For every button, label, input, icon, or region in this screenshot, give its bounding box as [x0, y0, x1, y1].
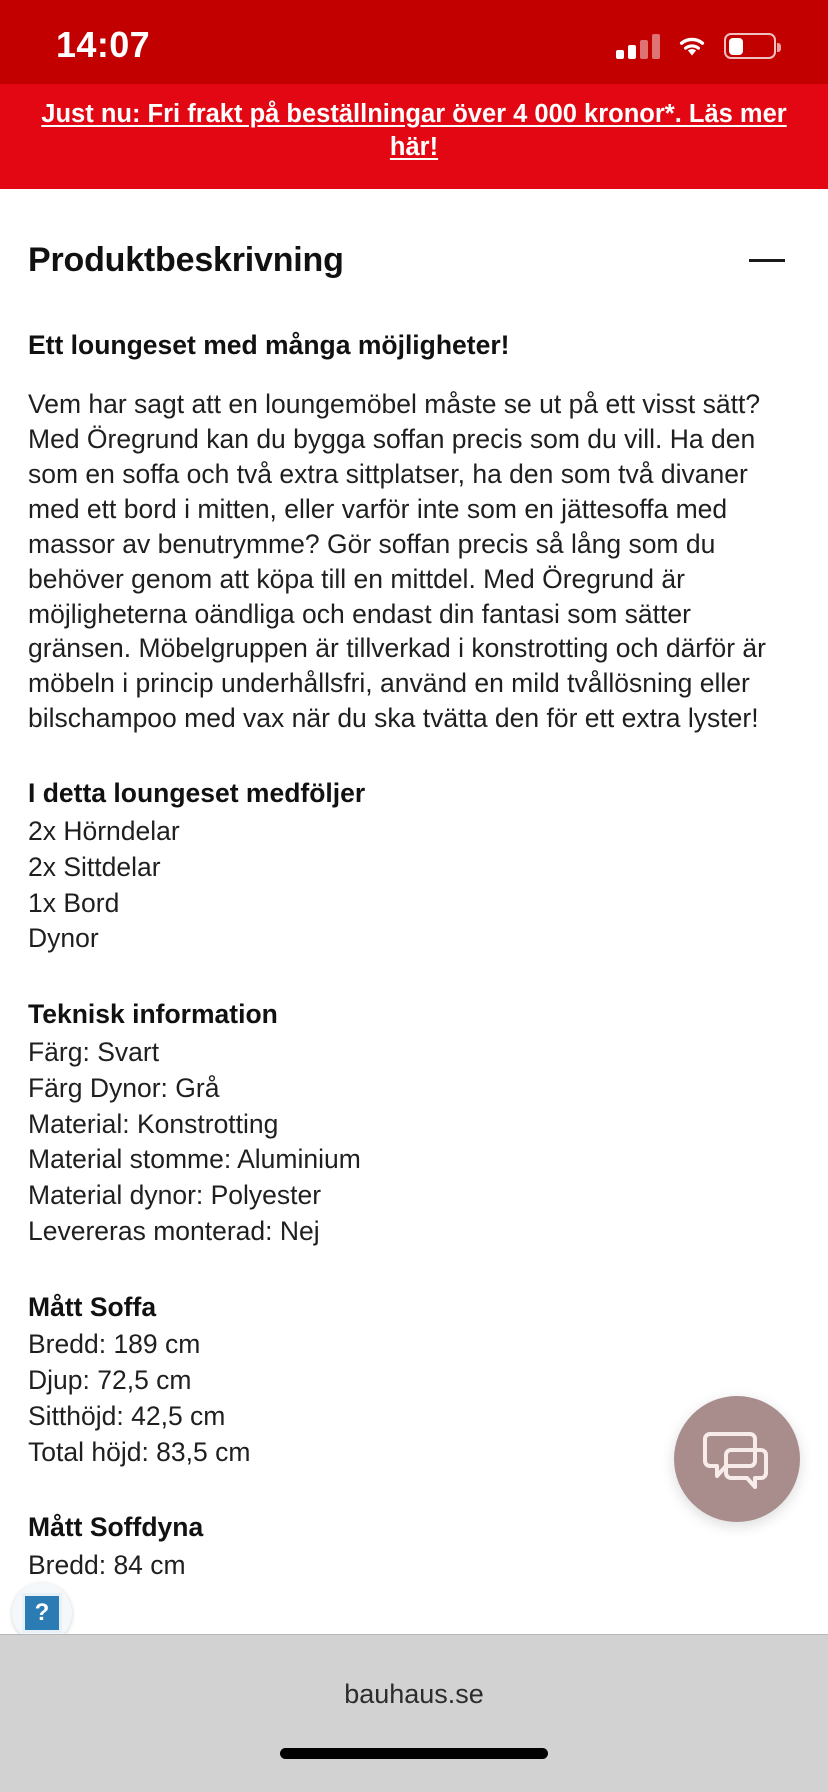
sofa-measurements-line: Bredd: 189 cm [28, 1329, 201, 1360]
sofa-measurements-line: Djup: 72,5 cm [28, 1365, 192, 1396]
includes-title: I detta loungeset medföljer [28, 778, 366, 809]
product-description-panel [0, 189, 828, 1634]
description-heading: Ett loungeset med många möjligheter! [28, 330, 510, 361]
home-indicator[interactable] [280, 1748, 548, 1759]
status-bar-time: 14:07 [56, 24, 151, 65]
question-mark-icon: ? [22, 1593, 62, 1633]
technical-line: Färg: Svart [28, 1036, 160, 1067]
page-title: Produktbeskrivning [28, 241, 344, 280]
sofa-measurements-line: Sitthöjd: 42,5 cm [28, 1400, 226, 1431]
technical-line: Material stomme: Aluminium [28, 1144, 361, 1175]
url-label[interactable]: bauhaus.se [344, 1679, 484, 1709]
technical-line: Material: Konstrotting [28, 1108, 279, 1139]
technical-group [28, 997, 800, 1249]
status-bar [0, 0, 828, 84]
technical-title: Teknisk information [28, 999, 278, 1030]
cellular-signal-icon [616, 33, 660, 59]
chat-widget-button[interactable] [674, 1396, 800, 1522]
includes-line: Dynor [28, 923, 99, 954]
browser-bottom-bar [0, 1634, 828, 1792]
help-badge[interactable] [12, 1583, 72, 1634]
sofa-measurements-line: Total höjd: 83,5 cm [28, 1436, 251, 1467]
includes-group [28, 776, 800, 957]
cushion-measurements-group [28, 1510, 800, 1584]
chat-bubbles-icon [701, 1426, 773, 1492]
minus-icon[interactable] [744, 246, 790, 276]
section-header[interactable] [28, 189, 800, 280]
includes-line: 1x Bord [28, 887, 120, 918]
description-paragraph: Vem har sagt att en loungemöbel måste se ut på ett visst sätt? Med Öregrund kan du bygga soffan precis som du vill. Ha den som en soffa och två extra sittplatser, ha den som två divaner med ett bord i mitten, eller varför inte som en jättesoffa med massor av benutrymme? Gör soffan precis så lång som du behöver genom att köpa till en mittdel. Med Öregrund är möjligheterna oändliga och endast din fantasi som sätter gränsen. Möbelgruppen är tillverkad i konstrotting och därför är möbeln i princip underhållsfri, använd en mild tvållösning eller bilschampoo med vax när du ska tvätta den för ett extra lyster! [28, 388, 766, 734]
battery-icon [724, 33, 776, 59]
promo-banner[interactable] [0, 84, 828, 189]
cushion-measurements-line: Bredd: 84 cm [28, 1550, 186, 1581]
technical-line: Färg Dynor: Grå [28, 1072, 220, 1103]
status-bar-indicators [616, 33, 776, 59]
wifi-icon [676, 34, 708, 58]
promo-banner-link[interactable]: Just nu: Fri frakt på beställningar över 4 000 kronor*. Läs mer här! [41, 100, 787, 161]
includes-line: 2x Hörndelar [28, 816, 180, 847]
sofa-measurements-title: Mått Soffa [28, 1291, 157, 1322]
includes-line: 2x Sittdelar [28, 851, 161, 882]
cushion-measurements-title: Mått Soffdyna [28, 1512, 204, 1543]
technical-line: Levereras monterad: Nej [28, 1215, 320, 1246]
technical-line: Material dynor: Polyester [28, 1180, 322, 1211]
